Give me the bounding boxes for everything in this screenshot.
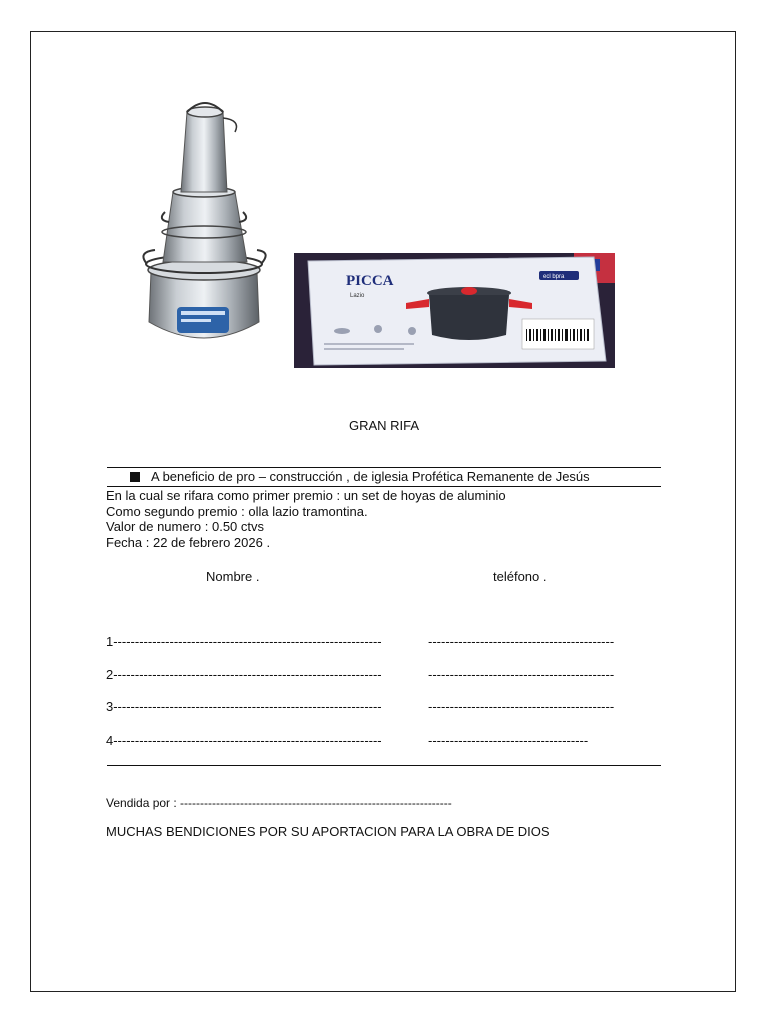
- bottom-rule: [107, 765, 661, 766]
- sold-by-line: Vendida por : --------------------------------------------------------------------: [106, 796, 452, 810]
- aluminium-pots-icon: [107, 92, 290, 368]
- entry-4-phone: -------------------------------------: [428, 733, 589, 748]
- detail-first-prize: En la cual se rifara como primer premio : un set de hoyas de aluminio: [106, 488, 506, 503]
- column-phone-header: teléfono .: [493, 569, 547, 584]
- detail-second-prize: Como segundo premio : olla lazio tramontina.: [106, 504, 368, 519]
- picca-box-photo: [294, 253, 615, 368]
- entry-2-name: 2--------------------------------------------------------------: [106, 667, 382, 682]
- benefit-line: [130, 469, 590, 484]
- box-brand: PICCA: [346, 273, 394, 289]
- box-tag: ecl bpra: [543, 274, 565, 280]
- pots-photo: [107, 92, 290, 368]
- entry-2-phone: -------------------------------------------: [428, 667, 615, 682]
- entry-1-name: 1--------------------------------------------------------------: [106, 634, 382, 649]
- entry-4-name: 4--------------------------------------------------------------: [106, 733, 382, 748]
- column-name-header: Nombre .: [206, 569, 260, 584]
- benefit-rule: [107, 486, 661, 487]
- box-model: Lazio: [350, 293, 365, 299]
- detail-price: Valor de numero : 0.50 ctvs: [106, 519, 265, 534]
- cookware-box-icon: [294, 253, 615, 368]
- closing-blessing: MUCHAS BENDICIONES POR SU APORTACION PARA LA OBRA DE DIOS: [106, 824, 550, 839]
- entry-3-name: 3--------------------------------------------------------------: [106, 699, 382, 714]
- entry-3-phone: -------------------------------------------: [428, 699, 615, 714]
- top-rule: [107, 467, 661, 468]
- entry-1-phone: -------------------------------------------: [428, 634, 615, 649]
- detail-date: Fecha : 22 de febrero 2026 .: [106, 535, 271, 550]
- benefit-text: A beneficio de pro – construcción , de iglesia Profética Remanente de Jesús: [151, 469, 590, 484]
- raffle-title: GRAN RIFA: [348, 418, 420, 433]
- bullet-box-icon: [130, 472, 140, 482]
